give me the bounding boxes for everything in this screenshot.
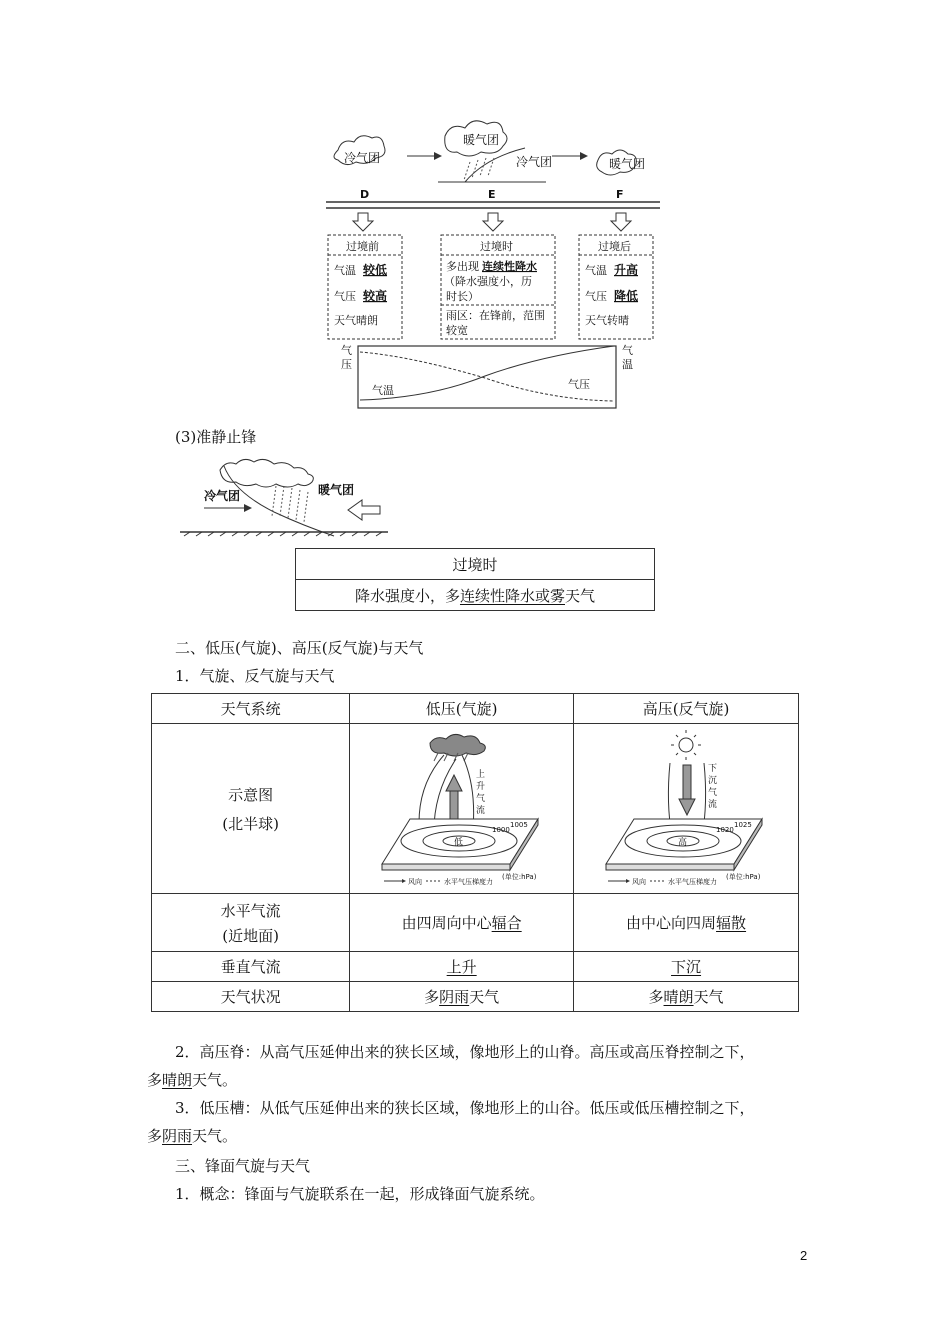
low-vertical-flow (350, 952, 574, 982)
high-weather-b: 晴朗 (663, 988, 694, 1006)
high-horizontal-flow (574, 894, 799, 952)
trough-line1: 3．低压槽：从低气压延伸出来的狭长区域，像地形上的山谷。低压或低压槽控制之下， (175, 1099, 755, 1117)
trough-b3: 天气。 (192, 1127, 238, 1145)
quasi-table-row (296, 580, 655, 611)
diagram-label-2: (北半球) (222, 814, 279, 833)
low-vertical-2: 升 (475, 781, 485, 792)
graph-right-axis-1: 气 (622, 344, 633, 357)
paragraph-ridge (147, 1038, 807, 1094)
high-horizontal-b: 辐散 (716, 914, 747, 932)
section2-sub1: 1．气旋、反气旋与天气 (175, 667, 335, 685)
during-line3: 时长） (446, 290, 479, 303)
high-legend-wind: 风向 (632, 877, 647, 886)
before-pressure-label: 气压 (334, 290, 356, 303)
low-weather-a: 多 (424, 988, 440, 1006)
before-temp-label: 气温 (334, 264, 356, 277)
during-line1a: 多出现 (446, 260, 479, 273)
low-horizontal-b: 辐合 (491, 914, 522, 932)
diagram-label (152, 724, 350, 894)
quasi-warm-label: 暖气团 (318, 483, 355, 497)
low-weather-c: 天气 (469, 988, 500, 1006)
cold-air-label-e: 冷气团 (516, 155, 553, 169)
col-header-system: 天气系统 (152, 694, 350, 724)
graph-temp-label: 气温 (372, 384, 394, 397)
quasi-front-diagram (180, 452, 390, 540)
low-isobar-2: 1005 (509, 820, 528, 829)
warm-air-label-e: 暖气团 (463, 133, 500, 147)
high-isobar-2: 1025 (734, 820, 752, 829)
diagram-label-1: 示意图 (228, 785, 274, 804)
paragraph-trough (147, 1094, 807, 1150)
high-vertical-2: 沉 (708, 775, 718, 786)
quasi-front-heading: (3)准静止锋 (175, 428, 257, 446)
cold-air-label-d: 冷气团 (344, 151, 381, 165)
trough-line2 (147, 1122, 807, 1150)
graph-pressure-label: 气压 (568, 378, 590, 391)
high-vertical-flow (574, 952, 799, 982)
high-weather (574, 982, 799, 1012)
after-weather: 天气转晴 (585, 314, 629, 327)
high-center: 高 (678, 837, 688, 848)
point-f: F (616, 188, 624, 201)
quasi-row-a: 降水强度小，多 (354, 586, 460, 605)
graph-left-axis-2: 压 (341, 358, 352, 371)
col-header-high: 高压(反气旋) (574, 694, 799, 724)
quasi-cold-label: 冷气团 (204, 489, 241, 503)
low-vertical-value: 上升 (446, 958, 477, 976)
trough-b2: 阴雨 (162, 1127, 193, 1145)
warm-air-label-f: 暖气团 (609, 157, 646, 171)
ridge-b2: 晴朗 (162, 1071, 193, 1089)
horizontal-flow-label (152, 894, 350, 952)
low-vertical-1: 上 (475, 769, 485, 780)
after-temp-value: 升高 (614, 263, 639, 277)
quasi-table-header: 过境时 (296, 549, 655, 580)
page-number: 2 (800, 1248, 808, 1263)
during-line4: 雨区：在锋前，范围 (446, 309, 545, 322)
during-line5: 较宽 (446, 324, 468, 337)
weather-label: 天气状况 (152, 982, 350, 1012)
graph-left-axis-1: 气 (341, 344, 352, 357)
low-weather (350, 982, 574, 1012)
after-pressure-label: 气压 (585, 290, 607, 303)
ridge-line1: 2．高压脊：从高气压延伸出来的狭长区域，像地形上的山脊。高压或高压脊控制之下， (175, 1043, 755, 1061)
low-diagram-cell (350, 724, 574, 894)
section2-heading: 二、低压(气旋)、高压(反气旋)与天气 (175, 639, 424, 657)
section3-concept: 1．概念：锋面与气旋联系在一起，形成锋面气旋系统。 (175, 1185, 545, 1203)
point-d: D (360, 188, 370, 201)
before-pressure-value: 较高 (363, 289, 388, 303)
during-line1b: 连续性降水 (482, 260, 537, 273)
anticyclone-diagram (586, 729, 786, 889)
before-title: 过境前 (346, 240, 379, 253)
high-weather-c: 天气 (693, 988, 724, 1006)
graph-right-axis-2: 温 (622, 358, 633, 371)
high-diagram-cell (574, 724, 799, 894)
quasi-row-c: 天气 (565, 586, 596, 605)
high-vertical-value: 下沉 (671, 958, 702, 976)
before-weather: 天气晴朗 (334, 314, 378, 327)
high-weather-a: 多 (648, 988, 664, 1006)
high-legend-gradient: 水平气压梯度力 (668, 877, 718, 886)
before-temp-value: 较低 (363, 263, 388, 277)
low-vertical-3: 气 (475, 793, 485, 804)
high-vertical-3: 气 (708, 787, 718, 798)
low-center: 低 (453, 837, 463, 848)
vertical-flow-label: 垂直气流 (152, 952, 350, 982)
cold-front-diagram (320, 120, 665, 415)
cyclone-diagram (362, 729, 562, 889)
high-unit: (单位:hPa) (726, 872, 761, 881)
horizontal-flow-label-2: (近地面) (222, 926, 279, 945)
after-temp-label: 气温 (585, 264, 607, 277)
low-isobar-1: 1000 (491, 825, 510, 834)
point-e: E (488, 188, 496, 201)
after-pressure-value: 降低 (614, 289, 639, 303)
high-vertical-4: 流 (708, 799, 718, 810)
col-header-low: 低压(气旋) (350, 694, 574, 724)
low-weather-b: 阴雨 (439, 988, 470, 1006)
high-horizontal-a: 由中心向四周 (626, 914, 717, 932)
low-horizontal-flow (350, 894, 574, 952)
high-isobar-1: 1020 (716, 825, 734, 834)
low-vertical-4: 流 (475, 805, 485, 816)
ridge-b3: 天气。 (192, 1071, 238, 1089)
quasi-row-b: 连续性降水或雾 (459, 586, 565, 605)
high-vertical-1: 下 (708, 763, 718, 774)
horizontal-flow-label-1: 水平气流 (220, 901, 281, 920)
low-legend-gradient: 水平气压梯度力 (443, 877, 493, 886)
quasi-front-table (295, 548, 655, 611)
low-legend-wind: 风向 (407, 877, 422, 886)
ridge-line2 (147, 1066, 807, 1094)
low-horizontal-a: 由四周向中心 (401, 914, 492, 932)
low-unit: (单位:hPa) (501, 872, 537, 881)
cyclone-table (151, 693, 799, 1012)
during-title: 过境时 (480, 240, 513, 253)
section3-heading: 三、锋面气旋与天气 (175, 1157, 311, 1175)
trough-b1: 多 (147, 1127, 163, 1145)
ridge-b1: 多 (147, 1071, 163, 1089)
after-title: 过境后 (598, 240, 631, 253)
during-line2: （降水强度小，历 (444, 275, 532, 288)
